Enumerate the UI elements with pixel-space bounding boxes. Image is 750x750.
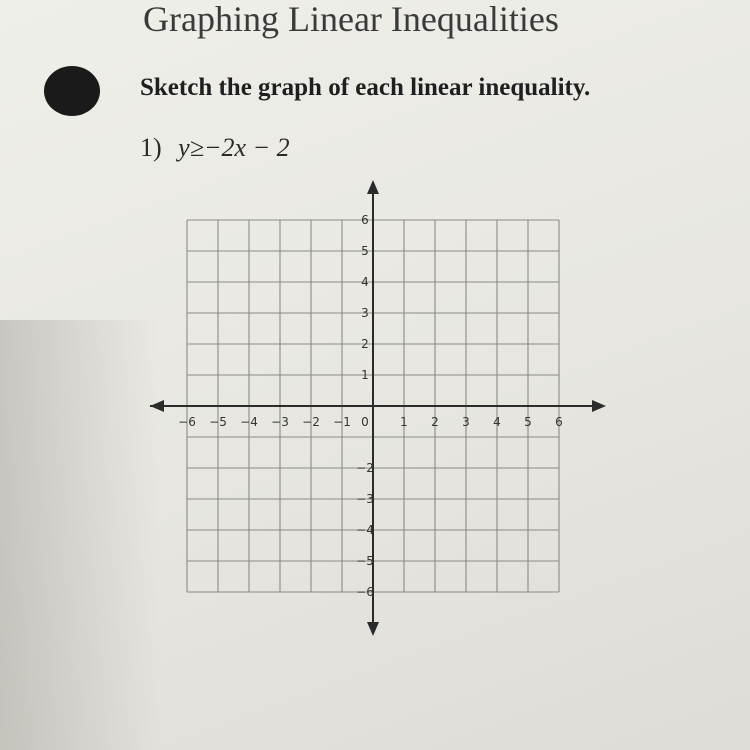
x-tick-label: 5: [524, 415, 532, 429]
y-tick-label: 5: [361, 244, 369, 258]
problem-number: 1): [140, 133, 162, 162]
inequality-expression: y≥−2x − 2: [178, 133, 290, 162]
y-tick-label: −2: [356, 461, 374, 475]
x-axis-arrow-left: [150, 400, 164, 412]
x-tick-label: 1: [400, 415, 408, 429]
x-tick-label: −5: [209, 415, 227, 429]
y-tick-label: 2: [361, 337, 369, 351]
y-axis-arrow-up: [367, 180, 379, 194]
y-tick-label: −6: [356, 585, 374, 599]
x-tick-label: −6: [178, 415, 196, 429]
y-tick-label: −4: [356, 523, 374, 537]
y-tick-label: 6: [361, 213, 369, 227]
y-tick-label: −5: [356, 554, 374, 568]
x-tick-label: −2: [302, 415, 320, 429]
x-axis-arrow-right: [592, 400, 606, 412]
x-tick-label: 2: [431, 415, 439, 429]
origin-label: 0: [361, 415, 369, 429]
worksheet-title: Graphing Linear Inequalities: [143, 0, 559, 39]
y-tick-label: −3: [356, 492, 374, 506]
x-tick-label: −4: [240, 415, 258, 429]
x-tick-label: −3: [271, 415, 289, 429]
x-tick-label: 6: [555, 415, 563, 429]
instruction-text: Sketch the graph of each linear inequality.: [140, 74, 591, 101]
y-tick-label: 4: [361, 275, 369, 289]
y-tick-label: 3: [361, 306, 369, 320]
x-tick-label: 3: [462, 415, 470, 429]
y-tick-label: 1: [361, 368, 369, 382]
x-tick-label: −1: [333, 415, 351, 429]
x-tick-label: 4: [493, 415, 501, 429]
y-axis-arrow-down: [367, 622, 379, 636]
